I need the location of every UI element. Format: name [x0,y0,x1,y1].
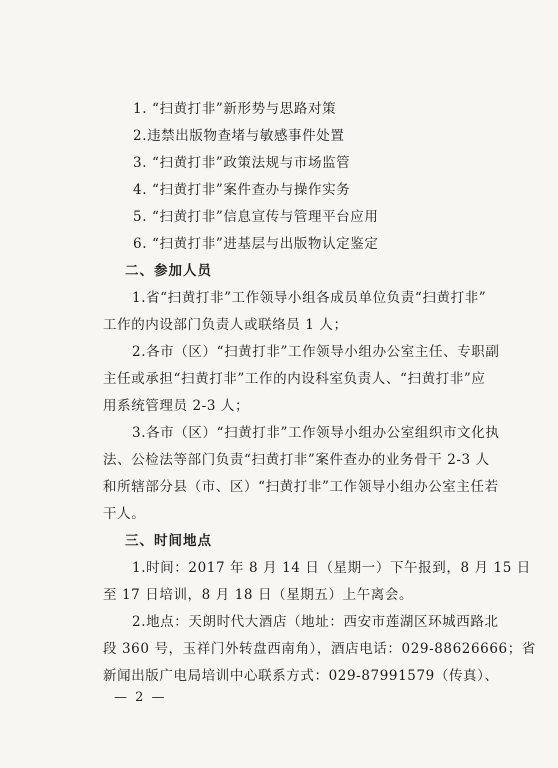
paragraph-line: 2.各市（区）“扫黄打非”工作领导小组办公室主任、专职副 [132,344,500,360]
paragraph-line: 1.省“扫黄打非”工作领导小组各成员单位负责“扫黄打非” [132,290,487,306]
paragraph-line: 法、公检法等部门负责“扫黄打非”案件查办的业务骨干 2-3 人 [103,452,490,468]
section-heading-participants: 二、参加人员 [125,263,212,279]
list-item: 2.违禁出版物查堵与敏感事件处置 [133,128,345,144]
page-number: — 2 — [114,690,167,705]
paragraph-line: 1.时间：2017 年 8 月 14 日（星期一）下午报到，8 月 15 日 [132,560,531,576]
paragraph-line: 新闻出版广电局培训中心联系方式：029-87991579（传真）、 [103,668,499,684]
list-item: 5. “扫黄打非”信息宣传与管理平台应用 [133,209,379,225]
paragraph-line: 段 360 号，玉祥门外转盘西南角），酒店电话：029-88626666；省 [103,641,536,657]
paragraph-line: 用系统管理员 2-3 人； [103,398,250,414]
list-item: 1. “扫黄打非”新形势与思路对策 [133,101,337,117]
list-item: 4. “扫黄打非”案件查办与操作实务 [133,182,351,198]
document-body [103,96,536,690]
paragraph-line: 2.地点：天朗时代大酒店（地址：西安市莲湖区环城西路北 [132,614,499,630]
section-heading-time-place: 三、时间地点 [125,533,212,549]
paragraph-line: 3.各市（区）“扫黄打非”工作领导小组办公室组织市文化执 [132,425,500,441]
list-item: 6. “扫黄打非”进基层与出版物认定鉴定 [133,236,379,252]
paragraph-line: 工作的内设部门负责人或联络员 1 人； [103,317,348,333]
paragraph-line: 主任或承担“扫黄打非”工作的内设科室负责人、“扫黄打非”应 [103,371,486,387]
list-item: 3. “扫黄打非”政策法规与市场监管 [133,155,351,171]
paragraph-line: 至 17 日培训，8 月 18 日（星期五）上午离会。 [103,587,414,603]
paragraph-line: 和所辖部分县（市、区）“扫黄打非”工作领导小组办公室主任若 [103,479,499,495]
paragraph-line: 干人。 [103,506,146,522]
